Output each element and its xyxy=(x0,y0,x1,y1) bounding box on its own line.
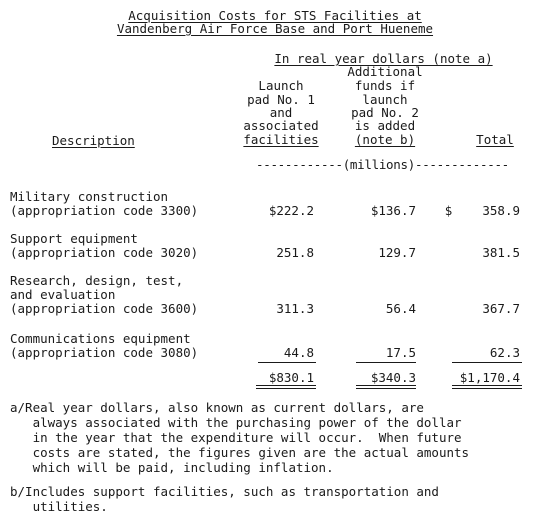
row-2-total: 381.5 xyxy=(482,245,520,260)
grand-total: $1,170.4 xyxy=(459,370,520,385)
footnote-b-line-2: utilities. xyxy=(10,499,108,514)
col2-header-line-4: pad No. 2 xyxy=(351,105,419,120)
footnote-b xyxy=(10,484,535,514)
col1-header-line-1: Launch xyxy=(258,78,304,93)
units-label: ------------(millions)------------- xyxy=(256,157,509,172)
col1-header-line-5: facilities xyxy=(243,132,319,147)
total-header: Total xyxy=(476,132,514,147)
row-4-desc-line-2: (appropriation code 3080) xyxy=(10,345,199,360)
row-2-desc-line-1: Support equipment xyxy=(10,231,138,246)
row-4-value-1: 44.8 xyxy=(283,345,314,360)
description-header: Description xyxy=(52,133,135,148)
col2-header-line-3: launch xyxy=(362,92,408,107)
title-line-1: Acquisition Costs for STS Facilities at xyxy=(128,8,422,23)
row-4-total: 62.3 xyxy=(489,345,520,360)
row-1-total: $ 358.9 xyxy=(444,203,520,218)
row-1-desc-line-1: Military construction xyxy=(10,189,169,204)
row-2-value-2: 129.7 xyxy=(378,245,416,260)
col2-header-line-2: funds if xyxy=(354,78,416,93)
row-2-desc-line-2: (appropriation code 3020) xyxy=(10,245,199,260)
row-3-desc-line-2: and evaluation xyxy=(10,287,116,302)
grand-total-value-2: $340.3 xyxy=(370,370,416,385)
footnote-a-line-4: costs are stated, the figures given are the actual amounts xyxy=(10,445,470,460)
row-1-value-2: $136.7 xyxy=(370,203,416,218)
total-sum-rule xyxy=(452,362,522,363)
row-3-desc-line-1: Research, design, test, xyxy=(10,273,184,288)
footnote-a xyxy=(10,400,535,475)
col2-header-line-1: Additional xyxy=(347,64,423,79)
col1-header-line-3: and xyxy=(269,105,293,120)
grand-total-value-1: $830.1 xyxy=(268,370,314,385)
title-line-2: Vandenberg Air Force Base and Port Hueneme xyxy=(116,21,434,36)
footnote-a-line-2: always associated with the purchasing power of the dollar xyxy=(10,415,462,430)
col1-sum-rule xyxy=(258,362,316,363)
row-3-value-2: 56.4 xyxy=(385,301,416,316)
row-3-value-1: 311.3 xyxy=(276,301,314,316)
col1-header-line-4: associated xyxy=(243,118,319,133)
col2-header-line-6: (note b) xyxy=(354,132,416,147)
col1-double-rule xyxy=(256,385,316,389)
row-1-value-1: $222.2 xyxy=(268,203,314,218)
row-4-value-2: 17.5 xyxy=(385,345,416,360)
group-header: In real year dollars (note a) xyxy=(274,51,493,66)
row-3-total: 367.7 xyxy=(482,301,520,316)
footnote-a-line-1: a/Real year dollars, also known as current dollars, are xyxy=(10,400,424,415)
col2-double-rule xyxy=(356,385,416,389)
footnote-a-line-5: which will be paid, including inflation. xyxy=(10,460,334,475)
col1-header-line-2: pad No. 1 xyxy=(247,92,315,107)
col2-sum-rule xyxy=(356,362,416,363)
row-1-desc-line-2: (appropriation code 3300) xyxy=(10,203,199,218)
col2-header-line-5: is added xyxy=(354,118,416,133)
total-double-rule xyxy=(452,385,522,389)
footnote-a-line-3: in the year that the expenditure will occur. When future xyxy=(10,430,462,445)
row-3-desc-line-3: (appropriation code 3600) xyxy=(10,301,199,316)
footnote-b-line-1: b/Includes support facilities, such as transportation and xyxy=(10,484,439,499)
row-4-desc-line-1: Communications equipment xyxy=(10,331,191,346)
row-2-value-1: 251.8 xyxy=(276,245,314,260)
